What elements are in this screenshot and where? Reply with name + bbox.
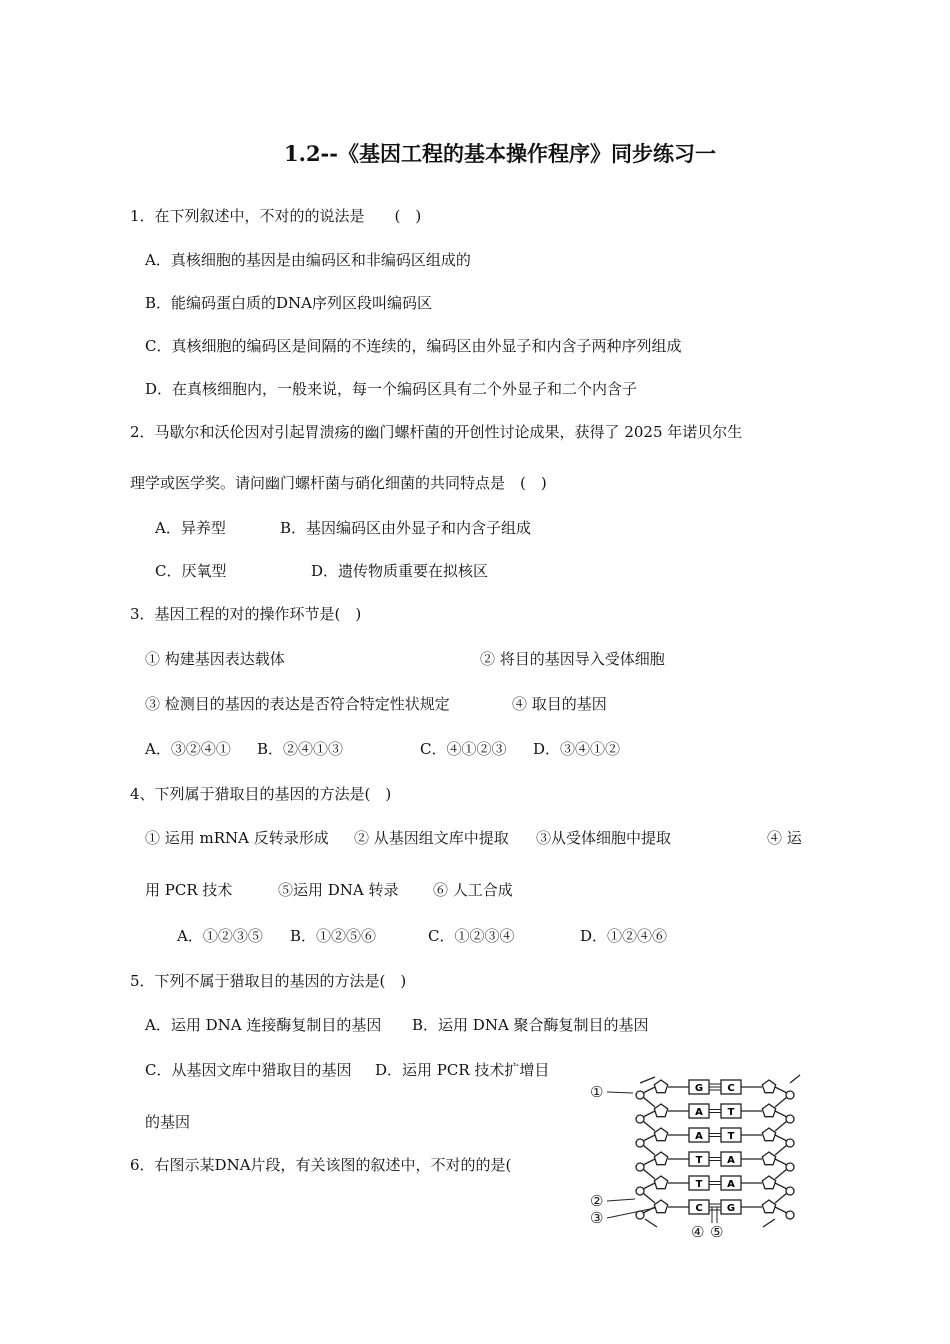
question-2-stem-line1: 2．马歇尔和沃伦因对引起胃溃疡的幽门螺杆菌的开创性讨论成果，获得了 2025 年诺贝尔生 [130,423,743,441]
left-phosphate [636,1139,644,1147]
base-letter-right: A [727,1155,735,1166]
right-phosphate [786,1187,794,1195]
right-backbone-link [775,1145,787,1155]
question-4-option-c: C．①②③④ [428,927,515,945]
question-1-stem: 1．在下列叙述中，不对的的说法是 ( ) [130,207,422,225]
right-backbone-link [775,1121,787,1131]
right-strand-end [790,1075,800,1083]
question-4-item-2: ② 从基因组文库中提取 [354,829,509,847]
figure-label-3: ③ [590,1209,604,1227]
right-deoxyribose [762,1176,775,1189]
question-3-item-1: ① 构建基因表达载体 [145,650,285,668]
question-4-option-d: D．①②④⑥ [580,927,668,945]
base-letter-right: C [727,1083,735,1094]
right-backbone-bond [775,1207,787,1213]
right-deoxyribose [762,1128,775,1141]
base-letter-left: C [695,1203,703,1214]
question-5-option-d: D．运用 PCR 技术扩增目 [375,1061,550,1079]
question-4-item-3: ③从受体细胞中提取 [536,829,672,847]
question-1-option-c: C．真核细胞的编码区是间隔的不连续的，编码区由外显子和内含子两种序列组成 [145,337,682,355]
base-letter-right: T [727,1107,735,1118]
question-2-option-d: D．遗传物质重要在拟核区 [311,562,489,580]
question-3-option-d: D．③④①② [533,740,621,758]
figure-label-1: ① [590,1083,604,1101]
base-letter-left: A [695,1107,703,1118]
right-backbone-link [775,1193,787,1203]
base-letter-left: T [695,1179,703,1190]
right-backbone-bond [775,1183,787,1189]
figure-label-5: ⑤ [710,1223,724,1240]
left-backbone-link [643,1097,655,1107]
figure-label-3-leader [607,1208,655,1218]
left-backbone-bond [643,1135,655,1141]
right-backbone-bond [775,1087,787,1093]
right-backbone-link [775,1097,787,1107]
question-3-item-3: ③ 检测目的基因的表达是否符合特定性状规定 [145,695,450,713]
right-deoxyribose [762,1200,775,1213]
left-deoxyribose [654,1176,667,1189]
left-phosphate [636,1163,644,1171]
base-letter-right: A [727,1179,735,1190]
left-backbone-link [643,1169,655,1179]
question-1-option-a: A．真核细胞的基因是由编码区和非编码区组成的 [145,251,471,269]
left-backbone-bond [643,1111,655,1117]
figure-label-1-leader [607,1092,633,1093]
left-phosphate [636,1091,644,1099]
question-5-option-b: B．运用 DNA 聚合酶复制目的基因 [412,1016,649,1034]
left-backbone-bond [643,1087,655,1093]
left-deoxyribose [654,1152,667,1165]
page-title: 1.2--《基因工程的基本操作程序》同步练习一 [284,141,716,166]
question-6-stem: 6．右图示某DNA片段，有关该图的叙述中，不对的的是( [130,1156,512,1174]
left-backbone-link [643,1121,655,1131]
right-backbone-bond [775,1159,787,1165]
question-5-option-d-cont: 的基因 [145,1113,191,1131]
right-backbone-bond [775,1135,787,1141]
left-backbone-bond [643,1159,655,1165]
question-1-option-b: B．能编码蛋白质的DNA序列区段叫编码区 [145,294,433,312]
left-backbone-link [643,1145,655,1155]
question-4-item-6: ⑥ 人工合成 [433,881,513,899]
question-4-option-a: A．①②③⑤ [177,927,263,945]
right-strand-tail [763,1219,775,1227]
dna-fragment-figure [585,1065,815,1240]
right-backbone-link [775,1169,787,1179]
right-phosphate [786,1091,794,1099]
question-3-option-b: B．②④①③ [257,740,344,758]
left-deoxyribose [654,1128,667,1141]
figure-label-2-leader [607,1199,635,1201]
question-3-item-4: ④ 取目的基因 [512,695,607,713]
question-4-item-4-end: 用 PCR 技术 [145,881,233,899]
left-backbone-bond [643,1183,655,1189]
right-phosphate [786,1115,794,1123]
base-letter-left: A [695,1131,703,1142]
base-letter-left: T [695,1155,703,1166]
base-letter-left: G [694,1083,704,1094]
left-backbone-link [643,1193,655,1203]
left-strand-tail [645,1219,657,1227]
question-2-option-b: B．基因编码区由外显子和内含子组成 [280,519,532,537]
question-2-option-c: C．厌氧型 [155,562,227,580]
left-deoxyribose [654,1104,667,1117]
question-4-item-4-start: ④ 运 [767,829,802,847]
right-phosphate [786,1211,794,1219]
right-backbone-bond [775,1111,787,1117]
question-5-option-c: C．从基因文库中猎取目的基因 [145,1061,352,1079]
figure-label-2: ② [590,1192,604,1210]
question-4-stem: 4、下列属于猎取目的基因的方法是( ) [130,785,392,803]
question-4-option-b: B．①②⑤⑥ [290,927,377,945]
left-strand-end [640,1077,655,1083]
left-phosphate [636,1115,644,1123]
question-2-stem-line2: 理学或医学奖。请问幽门螺杆菌与硝化细菌的共同特点是 ( ) [130,474,547,492]
question-5-stem: 5．下列不属于猎取目的基因的方法是( ) [130,972,407,990]
question-4-item-1: ① 运用 mRNA 反转录形成 [145,829,329,847]
question-2-option-a: A．异养型 [155,519,226,537]
base-letter-right: T [727,1131,735,1142]
left-deoxyribose [654,1080,667,1093]
base-letter-right: G [726,1203,736,1214]
right-deoxyribose [762,1080,775,1093]
question-3-item-2: ② 将目的基因导入受体细胞 [480,650,665,668]
question-3-stem: 3．基因工程的对的操作环节是( ) [130,605,362,623]
question-4-item-5: ⑤运用 DNA 转录 [278,881,399,899]
question-3-option-c: C．④①②③ [420,740,507,758]
right-deoxyribose [762,1152,775,1165]
right-phosphate [786,1139,794,1147]
right-deoxyribose [762,1104,775,1117]
right-phosphate [786,1163,794,1171]
question-3-option-a: A．③②④① [145,740,231,758]
figure-label-4: ④ [691,1223,705,1240]
left-deoxyribose [654,1200,667,1213]
question-5-option-a: A．运用 DNA 连接酶复制目的基因 [145,1016,382,1034]
left-phosphate [636,1187,644,1195]
question-1-option-d: D．在真核细胞内，一般来说，每一个编码区具有二个外显子和二个内含子 [145,380,638,398]
